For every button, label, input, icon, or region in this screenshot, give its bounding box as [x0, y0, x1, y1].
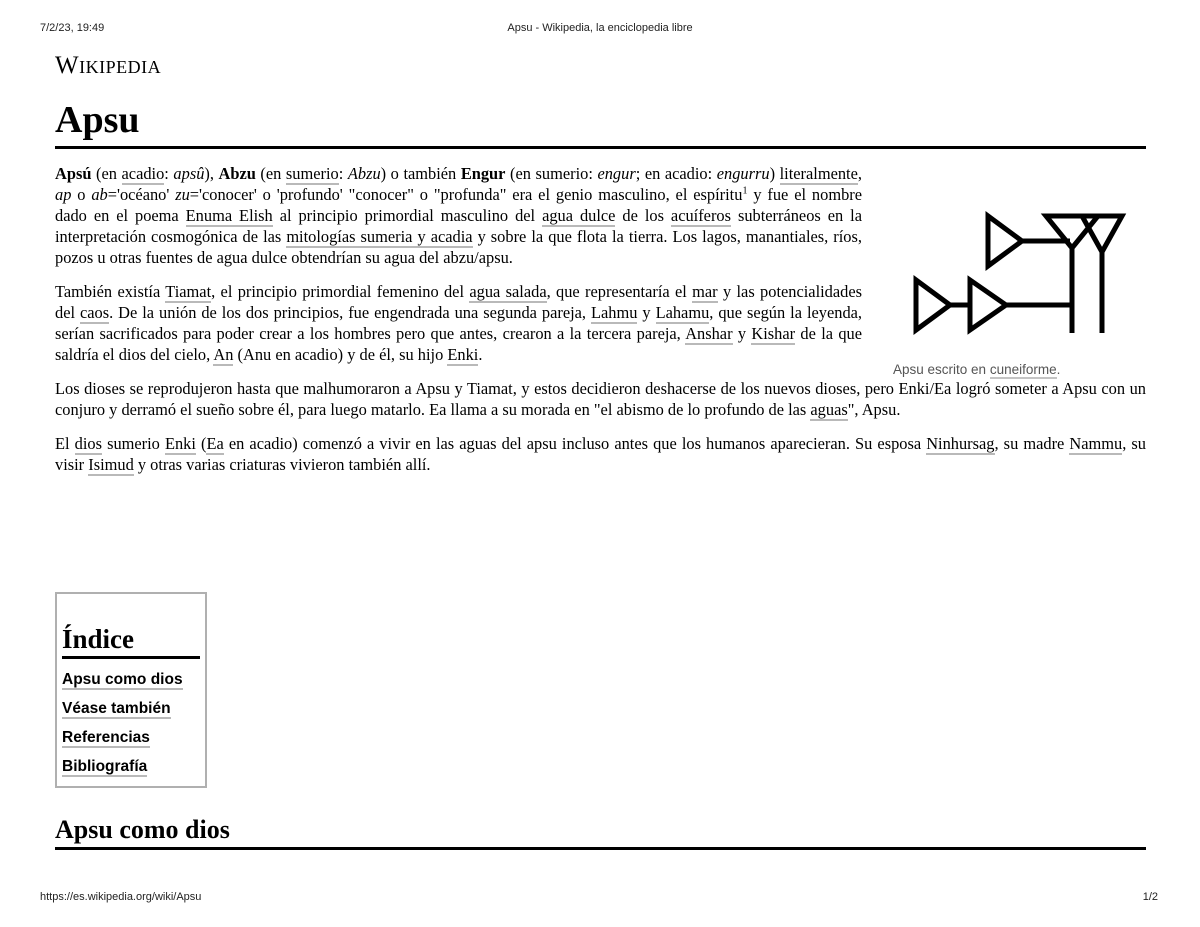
text: , su visir: [55, 434, 1146, 474]
text: de los: [615, 206, 671, 225]
italic-term: ap: [55, 185, 72, 204]
text: y: [732, 324, 752, 343]
section-heading: Apsu como dios: [55, 814, 1146, 850]
link-acuiferos[interactable]: acuíferos: [670, 206, 731, 225]
cuneiform-apsu-image[interactable]: [910, 208, 1130, 338]
toc-item: [62, 723, 200, 752]
print-page-title: Apsu - Wikipedia, la enciclopedia libre: [507, 22, 693, 34]
link-lahmu[interactable]: Lahmu: [591, 303, 638, 322]
print-date: 7/2/23, 19:49: [40, 22, 105, 34]
print-url: https://es.wikipedia.org/wiki/Apsu: [40, 891, 202, 903]
text: ", Apsu.: [847, 400, 901, 419]
toc-link-referencias[interactable]: Referencias: [62, 729, 150, 746]
text: ),: [204, 164, 219, 183]
text: subterráneos en la interpretación cosmogónica de las: [55, 206, 862, 246]
text: , que según la leyenda, serían sacrificados para poder crear a los hombres pero que antes, crearon a la tercera pareja,: [55, 303, 863, 343]
text: en acadio) comenzó a vivir en las aguas del apsu incluso antes que los humanos aparecieran. Su esposa: [223, 434, 927, 453]
link-anshar[interactable]: Anshar: [685, 324, 733, 343]
toc-title: Índice: [62, 622, 200, 659]
text: También existía: [55, 282, 166, 301]
text: .: [478, 345, 483, 364]
toc-link-apsu-como-dios[interactable]: Apsu como dios: [62, 671, 183, 688]
caption-text: Apsu escrito en: [893, 362, 990, 377]
text: (en: [91, 164, 122, 183]
italic-term: apsû: [173, 164, 205, 183]
text: (en: [255, 164, 286, 183]
link-cuneiforme[interactable]: cuneiforme: [989, 362, 1057, 377]
link-lahamu[interactable]: Lahamu: [655, 303, 710, 322]
paragraph-enki: [55, 433, 1146, 475]
link-caos[interactable]: caos: [80, 303, 110, 322]
text: de la que saldría el dios del cielo,: [55, 324, 863, 364]
toc-link-vease-tambien[interactable]: Véase también: [62, 700, 171, 717]
italic-term: zu: [175, 185, 190, 204]
text: o: [71, 185, 92, 204]
text: sumerio: [101, 434, 165, 453]
text: ): [769, 164, 780, 183]
link-enuma-elish[interactable]: Enuma Elish: [185, 206, 273, 225]
text: , el principio primordial femenino del: [211, 282, 470, 301]
text: El: [55, 434, 75, 453]
toc-item: [62, 694, 200, 723]
page-title: Apsu: [55, 96, 1146, 149]
italic-term: ab: [91, 185, 108, 204]
italic-term: engur: [597, 164, 636, 183]
paragraph-intro: [55, 163, 862, 268]
link-aguas[interactable]: aguas: [810, 400, 848, 419]
text: ='océano': [107, 185, 176, 204]
text: y: [637, 303, 656, 322]
paragraph-tiamat: [55, 281, 862, 365]
table-of-contents: [55, 592, 207, 788]
text: y otras varias criaturas vivieron también allí.: [133, 455, 431, 474]
link-mitologias[interactable]: mitologías sumeria y acadia: [286, 227, 473, 246]
text: y las potencialidades del: [55, 282, 862, 322]
caption-text: .: [1056, 362, 1061, 377]
text: Los dioses se reprodujeron hasta que malhumoraron a Apsu y Tiamat, y estos decidieron deshacerse de los nuevos dioses, pero Enki/Ea logró someter a Apsu con un conjuro y derramó el sueño sobre él, para luego matarlo. Ea llama a su morada en "el abismo de lo profundo de las: [55, 379, 1146, 419]
link-mar[interactable]: mar: [692, 282, 718, 301]
link-tiamat[interactable]: Tiamat: [165, 282, 212, 301]
link-enki[interactable]: Enki: [447, 345, 479, 364]
toc-item: [62, 665, 200, 694]
bold-term-apsu: Apsú: [55, 164, 92, 183]
italic-term: engurru: [716, 164, 770, 183]
text: y sobre la que flota la tierra. Los lagos, manantiales, ríos, pozos u otras fuentes de agua dulce obtendrían su agua del abzu/apsu.: [55, 227, 862, 267]
print-footer: [0, 891, 1200, 907]
text: (en sumerio:: [505, 164, 598, 183]
link-ninhursag[interactable]: Ninhursag: [926, 434, 995, 453]
link-an[interactable]: An: [213, 345, 234, 364]
bold-term-engur: Engur: [460, 164, 506, 183]
link-kishar[interactable]: Kishar: [751, 324, 796, 343]
link-acadio[interactable]: acadio: [121, 164, 165, 183]
wedge-lower-left: [916, 280, 950, 330]
text: al principio primordial masculino del: [272, 206, 543, 225]
text: ) o también: [380, 164, 461, 183]
toc-item: [62, 752, 200, 781]
text: . De la unión de los dos principios, fue engendrada una segunda pareja,: [109, 303, 591, 322]
link-ea[interactable]: Ea: [206, 434, 224, 453]
wedge-top-right: [1082, 216, 1122, 252]
text: :: [164, 164, 174, 183]
link-agua-salada[interactable]: agua salada: [469, 282, 547, 301]
link-agua-dulce[interactable]: agua dulce: [542, 206, 616, 225]
italic-term: Abzu: [347, 164, 381, 183]
link-literalmente[interactable]: literalmente: [779, 164, 858, 183]
figure-caption: [893, 362, 1060, 377]
print-header: [0, 22, 1200, 38]
wedge-upper: [988, 216, 1022, 266]
print-page-number: 1/2: [1142, 891, 1158, 903]
toc-list: [62, 665, 200, 781]
text: ='conocer' o 'profundo' "conocer" o "profunda" era el genio masculino, el espíritu: [189, 185, 743, 204]
text: , su madre: [994, 434, 1070, 453]
link-dios[interactable]: dios: [74, 434, 102, 453]
text: ; en acadio:: [635, 164, 717, 183]
text: (: [195, 434, 207, 453]
reference-superscript[interactable]: 1: [742, 185, 748, 197]
text: :: [338, 164, 348, 183]
text: ,: [857, 164, 862, 183]
cuneiform-figure: [893, 190, 1146, 390]
link-enki[interactable]: Enki: [164, 434, 196, 453]
wikipedia-logo[interactable]: Wikipedia: [55, 52, 162, 79]
link-nammu[interactable]: Nammu: [1069, 434, 1123, 453]
text: , que representaría el: [546, 282, 693, 301]
text: (Anu en acadio) y de él, su hijo: [233, 345, 448, 364]
toc-link-bibliografia[interactable]: Bibliografía: [62, 758, 148, 775]
text: y fue el nombre dado en el poema: [55, 185, 862, 225]
wedge-lower-mid: [970, 280, 1006, 330]
bold-term-abzu: Abzu: [218, 164, 256, 183]
link-isimud[interactable]: Isimud: [88, 455, 134, 474]
link-sumerio[interactable]: sumerio: [285, 164, 339, 183]
